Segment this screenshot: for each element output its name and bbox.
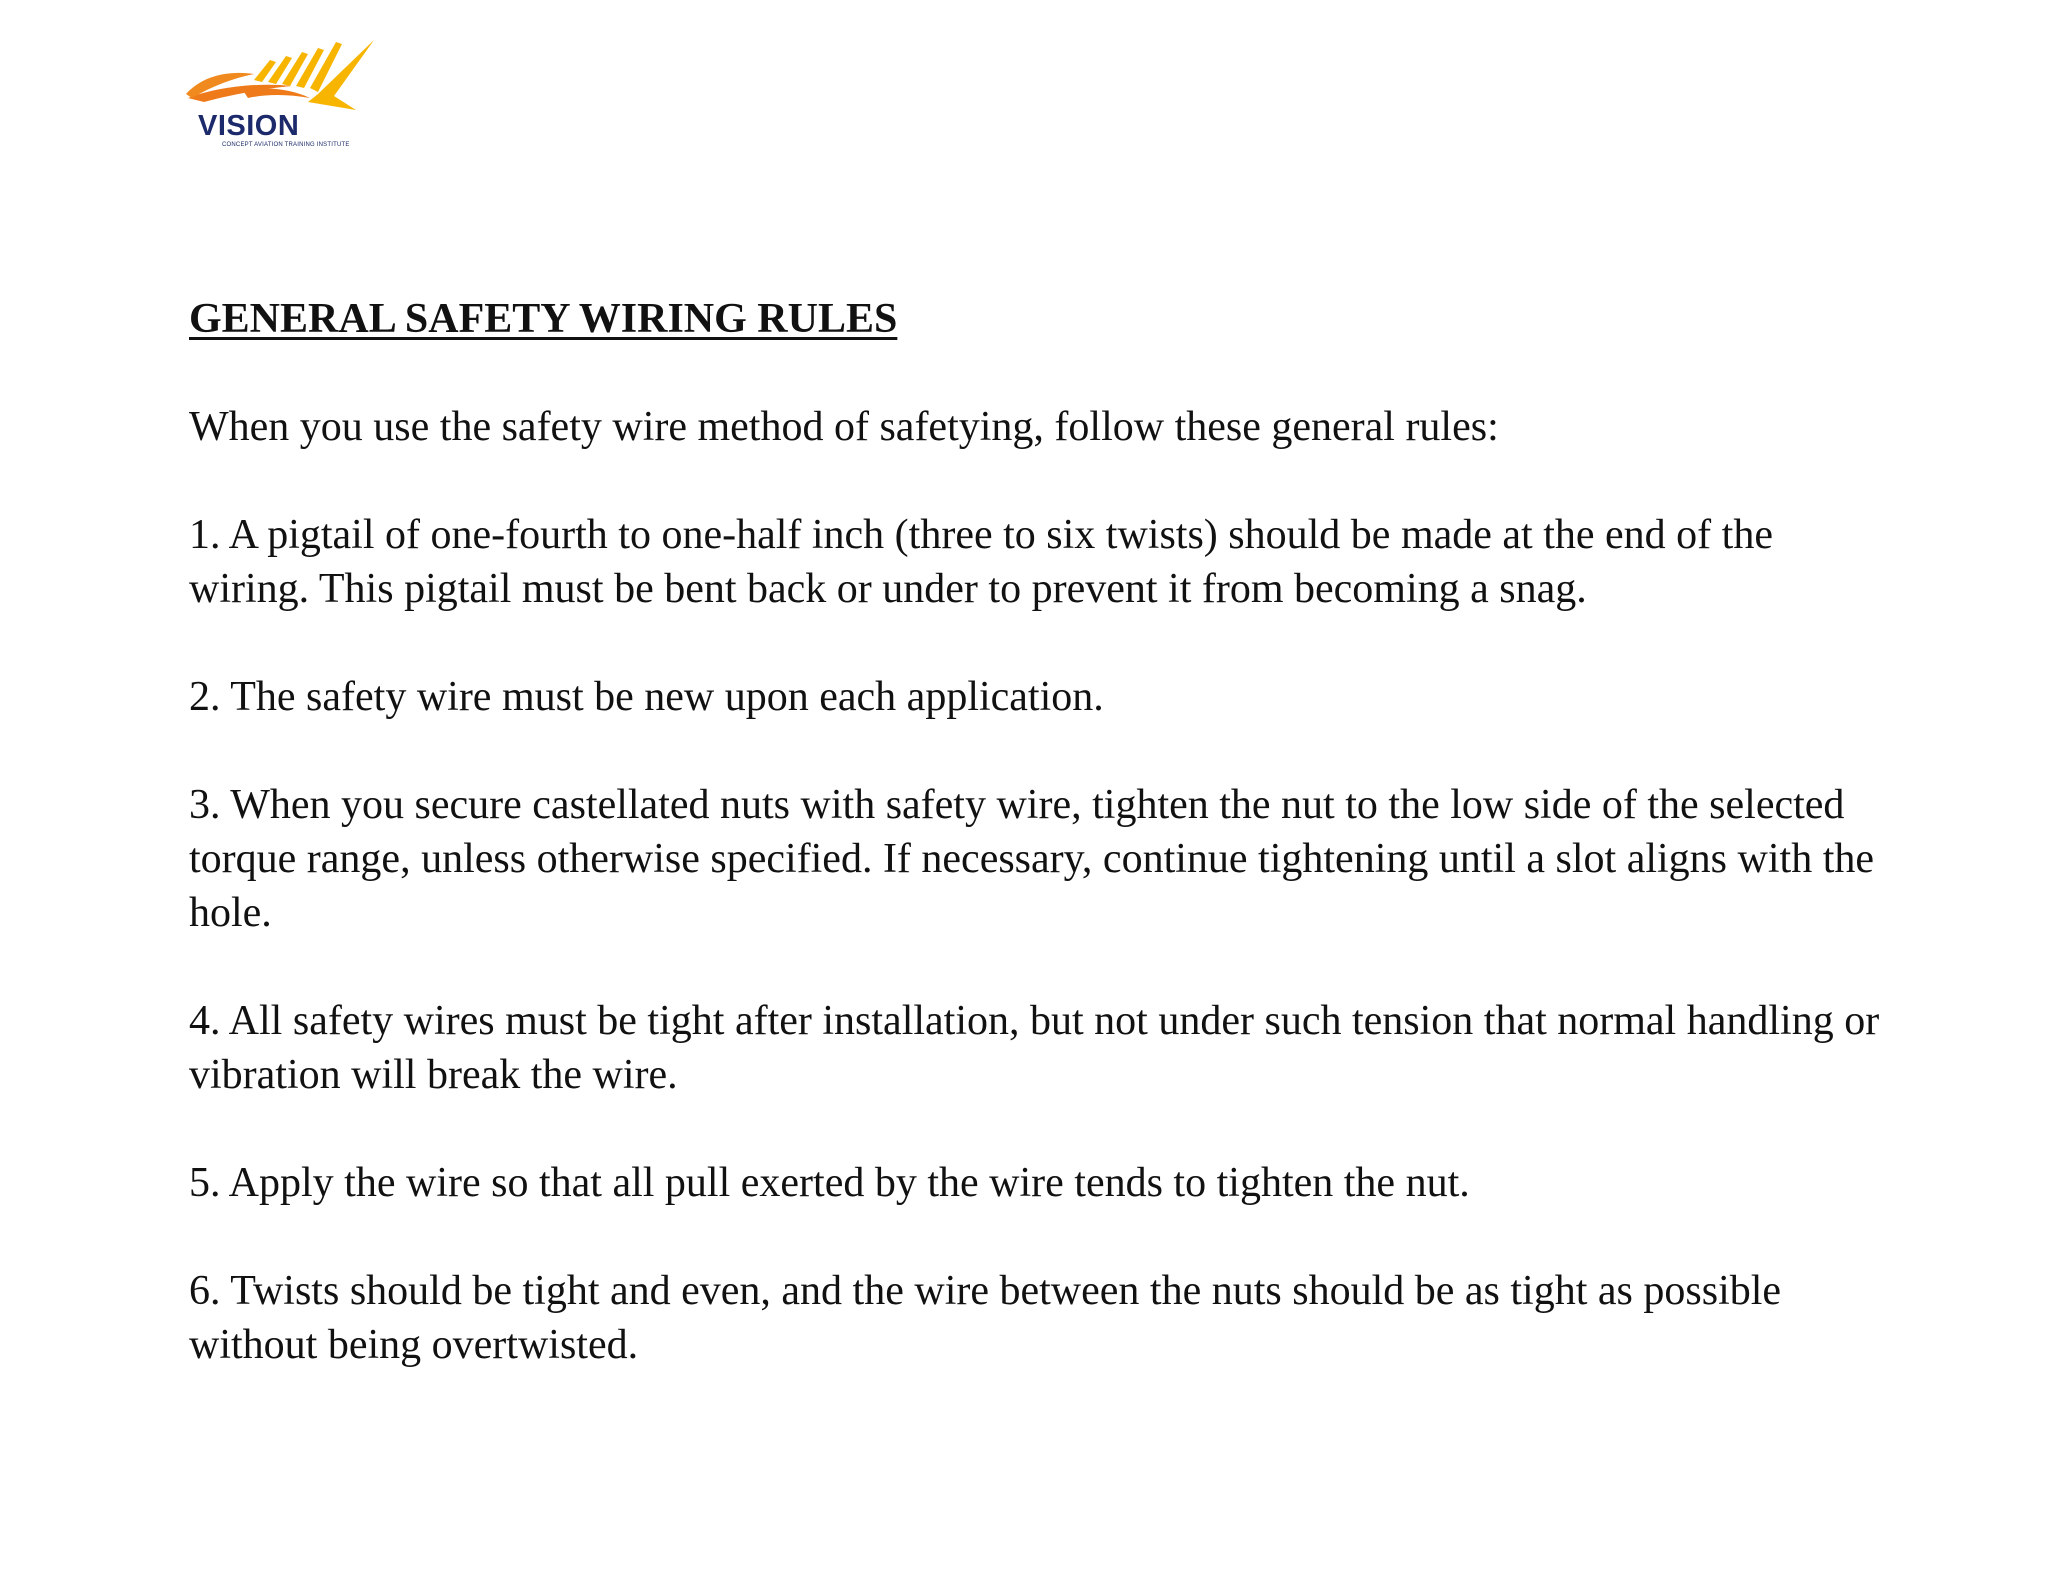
rule-item-6: 6. Twists should be tight and even, and the wire between the nuts should be as tight as possible without being overtwisted. bbox=[189, 1268, 1782, 1368]
document-body bbox=[189, 292, 1899, 1372]
rule-item-4: 4. All safety wires must be tight after installation, but not under such tension that normal handling or vibration will break the wire. bbox=[189, 998, 1880, 1098]
vision-wing-logo-icon bbox=[184, 36, 394, 116]
document-title: GENERAL SAFETY WIRING RULES bbox=[189, 296, 898, 342]
vision-logo bbox=[184, 36, 394, 156]
rule-item-2: 2. The safety wire must be new upon each application. bbox=[189, 674, 1104, 720]
logo-wordmark: VISION bbox=[198, 110, 300, 142]
intro-paragraph: When you use the safety wire method of safetying, follow these general rules: bbox=[189, 404, 1499, 450]
rule-item-5: 5. Apply the wire so that all pull exerted by the wire tends to tighten the nut. bbox=[189, 1160, 1470, 1206]
rule-item-3: 3. When you secure castellated nuts with safety wire, tighten the nut to the low side of the selected torque range, unless otherwise specified. If necessary, continue tightening until a slot aligns with the hole. bbox=[189, 782, 1875, 936]
logo-tagline: CONCEPT AVIATION TRAINING INSTITUTE bbox=[222, 142, 350, 148]
rule-item-1: 1. A pigtail of one-fourth to one-half inch (three to six twists) should be made at the end of the wiring. This pigtail must be bent back or under to prevent it from becoming a snag. bbox=[189, 512, 1773, 612]
